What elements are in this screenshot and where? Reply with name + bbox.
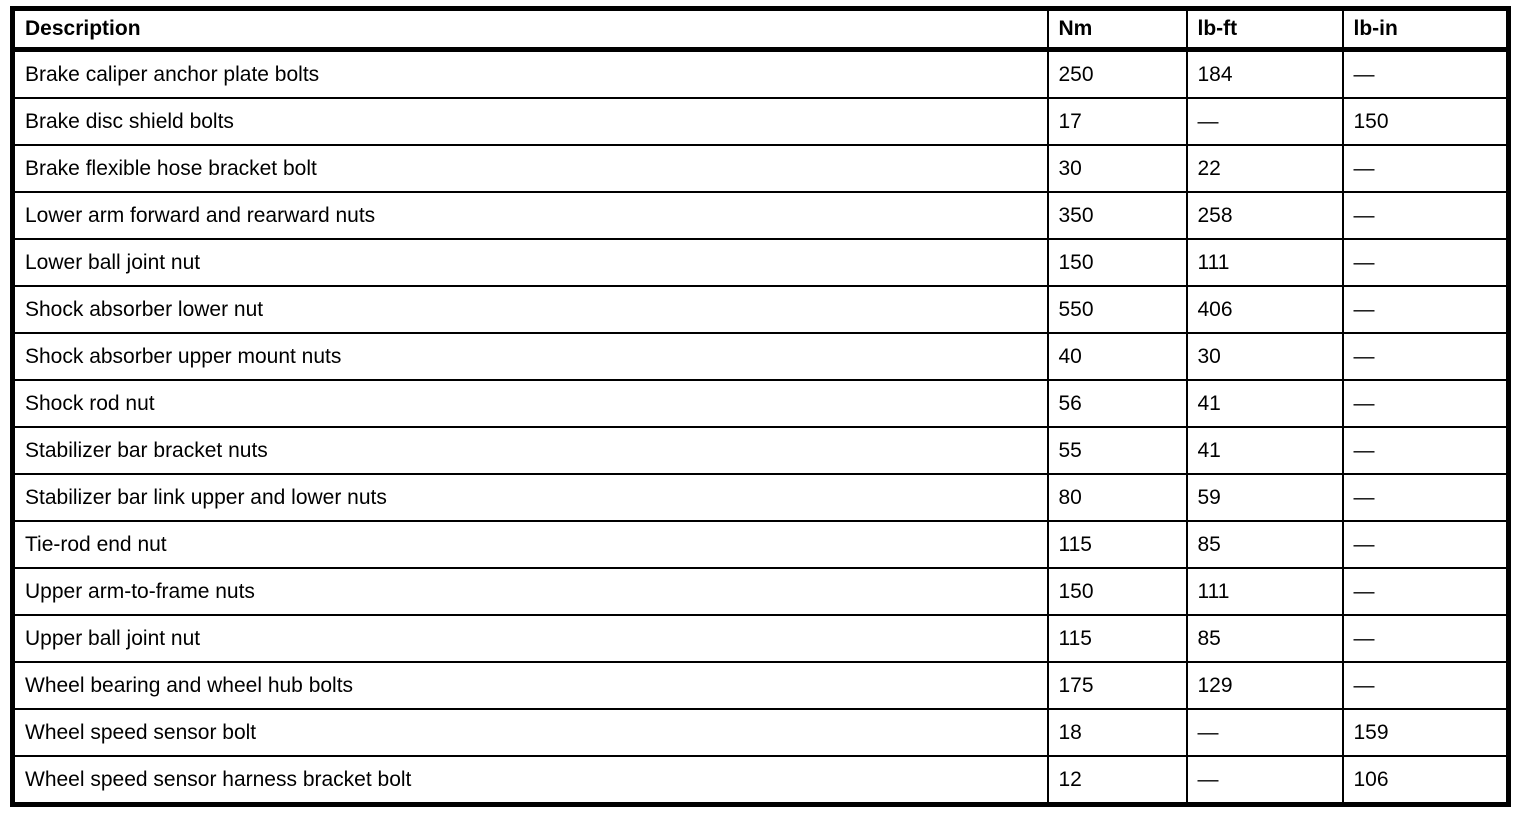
cell-description: Wheel speed sensor bolt (13, 709, 1048, 756)
table-row (13, 192, 1509, 239)
cell-lb-in: — (1343, 239, 1509, 286)
table-row (13, 615, 1509, 662)
cell-nm: 12 (1048, 756, 1187, 805)
cell-lb-in: — (1343, 615, 1509, 662)
cell-nm: 55 (1048, 427, 1187, 474)
cell-lb-ft: 111 (1187, 568, 1343, 615)
cell-lb-ft: 258 (1187, 192, 1343, 239)
cell-lb-in: 159 (1343, 709, 1509, 756)
column-header-description: Description (13, 9, 1048, 50)
cell-lb-in: 106 (1343, 756, 1509, 805)
cell-lb-ft: 406 (1187, 286, 1343, 333)
cell-description: Upper ball joint nut (13, 615, 1048, 662)
cell-nm: 550 (1048, 286, 1187, 333)
cell-nm: 40 (1048, 333, 1187, 380)
cell-nm: 115 (1048, 615, 1187, 662)
column-header-nm: Nm (1048, 9, 1187, 50)
table-row (13, 474, 1509, 521)
cell-lb-ft: — (1187, 98, 1343, 145)
cell-lb-in: — (1343, 192, 1509, 239)
cell-description: Stabilizer bar link upper and lower nuts (13, 474, 1048, 521)
table-row (13, 50, 1509, 99)
cell-lb-in: — (1343, 427, 1509, 474)
cell-nm: 175 (1048, 662, 1187, 709)
cell-nm: 17 (1048, 98, 1187, 145)
cell-nm: 18 (1048, 709, 1187, 756)
cell-description: Brake disc shield bolts (13, 98, 1048, 145)
table-row (13, 709, 1509, 756)
cell-lb-ft: 111 (1187, 239, 1343, 286)
cell-description: Shock rod nut (13, 380, 1048, 427)
table-row (13, 756, 1509, 805)
table-row (13, 239, 1509, 286)
cell-nm: 150 (1048, 239, 1187, 286)
table-row (13, 286, 1509, 333)
cell-description: Lower arm forward and rearward nuts (13, 192, 1048, 239)
cell-lb-ft: 129 (1187, 662, 1343, 709)
cell-lb-ft: 184 (1187, 50, 1343, 99)
cell-lb-ft: 30 (1187, 333, 1343, 380)
cell-nm: 250 (1048, 50, 1187, 99)
cell-description: Upper arm-to-frame nuts (13, 568, 1048, 615)
cell-lb-in: — (1343, 568, 1509, 615)
cell-nm: 30 (1048, 145, 1187, 192)
cell-description: Lower ball joint nut (13, 239, 1048, 286)
cell-description: Tie-rod end nut (13, 521, 1048, 568)
table-row (13, 98, 1509, 145)
table-row (13, 662, 1509, 709)
table-row (13, 568, 1509, 615)
cell-lb-ft: 59 (1187, 474, 1343, 521)
cell-lb-ft: 22 (1187, 145, 1343, 192)
cell-description: Brake caliper anchor plate bolts (13, 50, 1048, 99)
cell-nm: 350 (1048, 192, 1187, 239)
cell-description: Shock absorber upper mount nuts (13, 333, 1048, 380)
cell-lb-in: — (1343, 145, 1509, 192)
cell-lb-in: — (1343, 380, 1509, 427)
cell-lb-in: 150 (1343, 98, 1509, 145)
header-row (13, 9, 1509, 50)
column-header-lb-ft: lb-ft (1187, 9, 1343, 50)
cell-lb-in: — (1343, 521, 1509, 568)
cell-nm: 80 (1048, 474, 1187, 521)
torque-specifications-table (10, 6, 1511, 807)
column-header-lb-in: lb-in (1343, 9, 1509, 50)
cell-lb-ft: 41 (1187, 380, 1343, 427)
table-row (13, 521, 1509, 568)
cell-lb-ft: — (1187, 756, 1343, 805)
cell-description: Brake flexible hose bracket bolt (13, 145, 1048, 192)
cell-lb-in: — (1343, 474, 1509, 521)
cell-lb-in: — (1343, 286, 1509, 333)
cell-nm: 115 (1048, 521, 1187, 568)
table-row (13, 380, 1509, 427)
cell-lb-in: — (1343, 50, 1509, 99)
cell-lb-ft: 41 (1187, 427, 1343, 474)
cell-lb-in: — (1343, 333, 1509, 380)
cell-lb-ft: — (1187, 709, 1343, 756)
cell-lb-in: — (1343, 662, 1509, 709)
table-row (13, 427, 1509, 474)
cell-description: Wheel bearing and wheel hub bolts (13, 662, 1048, 709)
cell-description: Stabilizer bar bracket nuts (13, 427, 1048, 474)
cell-nm: 56 (1048, 380, 1187, 427)
cell-lb-ft: 85 (1187, 521, 1343, 568)
table-row (13, 333, 1509, 380)
cell-description: Shock absorber lower nut (13, 286, 1048, 333)
cell-nm: 150 (1048, 568, 1187, 615)
cell-description: Wheel speed sensor harness bracket bolt (13, 756, 1048, 805)
cell-lb-ft: 85 (1187, 615, 1343, 662)
table-row (13, 145, 1509, 192)
